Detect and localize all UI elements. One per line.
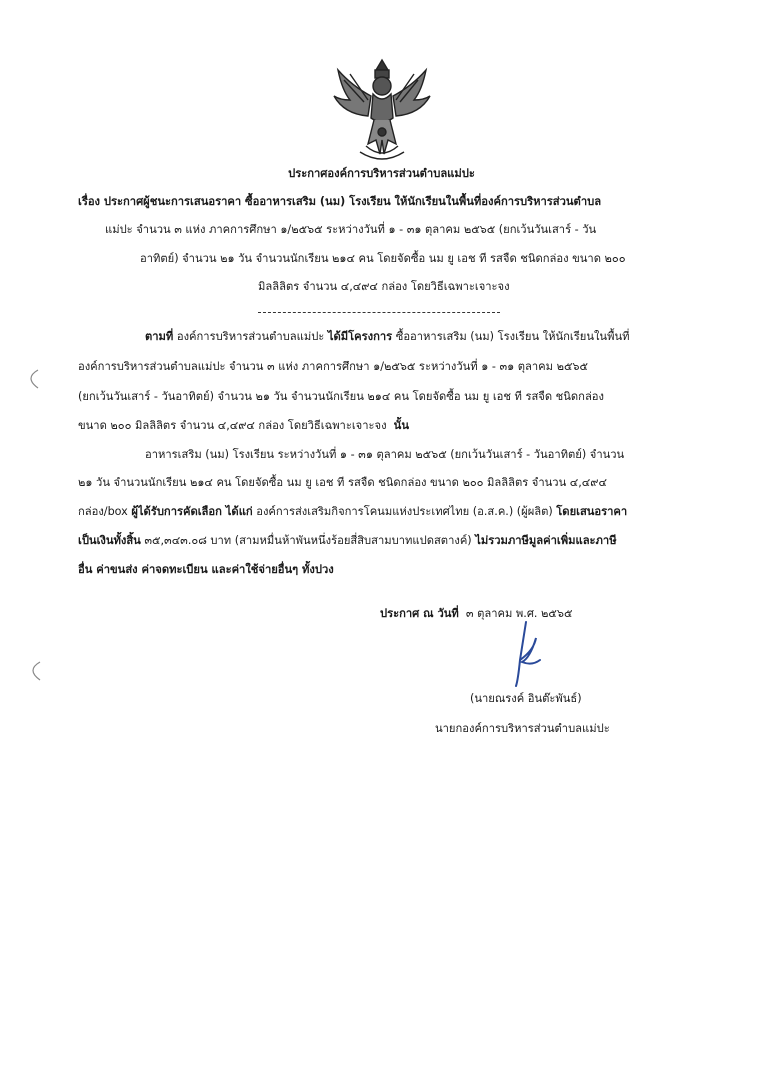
subject-line-2 bbox=[105, 223, 596, 237]
para2-line-4-b: ๓๕,๓๔๓.๐๘ บาท (สามหมื่นห้าพันหนึ่งร้อยสี่สิบสามบาทแปดสตางค์) bbox=[140, 534, 476, 547]
para2-line-2: ๒๑ วัน จำนวนนักเรียน ๒๑๔ คน โดยจัดซื้อ นม ยู เอช ที รสจืด ชนิดกล่อง ขนาด ๒๐๐ มิลลิลิตร จำนวน ๔,๔๙๔ bbox=[78, 476, 607, 489]
para1-part-b: ได้มีโครงการ bbox=[327, 330, 393, 343]
margin-mark-icon bbox=[24, 660, 42, 682]
para2-line-3-b: ผู้ได้รับการคัดเลือก ได้แก่ bbox=[131, 505, 253, 518]
para2-line-4 bbox=[78, 534, 617, 548]
subject-text-4: มิลลิลิตร จำนวน ๔,๔๙๔ กล่อง โดยวิธีเฉพาะเจาะจง bbox=[258, 280, 510, 293]
header-divider bbox=[258, 312, 500, 313]
para2-line-3-a: กล่อง/box bbox=[78, 505, 132, 518]
para2-line-3-c: องค์การส่งเสริมกิจการโคนมแห่งประเทศไทย (อ.ส.ค.) (ผู้ผลิต) bbox=[252, 505, 557, 518]
para2-line-4-c: ไม่รวมภาษีมูลค่าเพิ่มและภาษี bbox=[475, 534, 617, 547]
subject-text-3: อาทิตย์) จำนวน ๒๑ วัน จำนวนนักเรียน ๒๑๔ คน โดยจัดซื้อ นม ยู เอช ที รสจืด ชนิดกล่อง ขนาด ๒๐๐ bbox=[140, 252, 626, 265]
para1-part-c: ซื้ออาหารเสริม (นม) โรงเรียน ให้นักเรียนในพื้นที่ bbox=[392, 330, 630, 343]
subject-text-1: เรื่อง ประกาศผู้ชนะการเสนอราคา ซื้ออาหารเสริม (นม) โรงเรียน ให้นักเรียนในพื้นที่องค์การบริหารส่วนตำบล bbox=[78, 195, 602, 208]
para1-end: นั้น bbox=[393, 419, 409, 432]
para1-lead: ตามที่ bbox=[145, 330, 174, 343]
para1-part-a: องค์การบริหารส่วนตำบลแม่ปะ bbox=[173, 330, 328, 343]
signer-name: (นายณรงค์ อินต๊ะพันธ์) bbox=[470, 692, 582, 705]
para1-line-2: องค์การบริหารส่วนตำบลแม่ปะ จำนวน ๓ แห่ง ภาคการศึกษา ๑/๒๕๖๕ ระหว่างวันที่ ๑ - ๓๑ ตุลาคม ๒๕๖๕ bbox=[78, 360, 588, 373]
para2-line-1: อาหารเสริม (นม) โรงเรียน ระหว่างวันที่ ๑ - ๓๑ ตุลาคม ๒๕๖๕ (ยกเว้นวันเสาร์ - วันอาทิตย์) จำนวน bbox=[145, 448, 625, 461]
signer-title: นายกองค์การบริหารส่วนตำบลแม่ปะ bbox=[435, 722, 610, 735]
para1-line-3: (ยกเว้นวันเสาร์ - วันอาทิตย์) จำนวน ๒๑ วัน จำนวนนักเรียน ๒๑๔ คน โดยจัดซื้อ นม ยู เอช ที รสจืด ชนิดกล่อง bbox=[78, 390, 604, 403]
para2-line-3-d: โดยเสนอราคา bbox=[556, 505, 628, 518]
subject-line-3 bbox=[140, 252, 626, 266]
para1-line-4 bbox=[78, 419, 409, 433]
garuda-emblem-icon bbox=[330, 56, 434, 166]
handwritten-signature-icon bbox=[506, 620, 546, 690]
announce-label: ประกาศ ณ วันที่ bbox=[380, 607, 459, 620]
announce-line bbox=[380, 607, 572, 621]
subject-line-1 bbox=[78, 195, 601, 209]
para1-line-1 bbox=[145, 330, 629, 344]
para2-line-5: อื่น ค่าขนส่ง ค่าจดทะเบียน และค่าใช้จ่ายอื่นๆ ทั้งปวง bbox=[78, 563, 334, 576]
announce-date: ๓ ตุลาคม พ.ศ. ๒๕๖๕ bbox=[465, 607, 573, 620]
org-title: ประกาศองค์การบริหารส่วนตำบลแม่ปะ bbox=[288, 167, 475, 180]
subject-line-4 bbox=[258, 280, 510, 294]
subject-text-2: แม่ปะ จำนวน ๓ แห่ง ภาคการศึกษา ๑/๒๕๖๕ ระหว่างวันที่ ๑ - ๓๑ ตุลาคม ๒๕๖๕ (ยกเว้นวันเสาร์ - วัน bbox=[105, 223, 597, 236]
para2-line-4-a: เป็นเงินทั้งสิ้น bbox=[78, 534, 141, 547]
para1-line-4-text: ขนาด ๒๐๐ มิลลิลิตร จำนวน ๔,๔๙๔ กล่อง โดยวิธีเฉพาะเจาะจง bbox=[78, 419, 387, 432]
margin-mark-icon bbox=[22, 368, 40, 390]
para2-line-3 bbox=[78, 505, 627, 519]
